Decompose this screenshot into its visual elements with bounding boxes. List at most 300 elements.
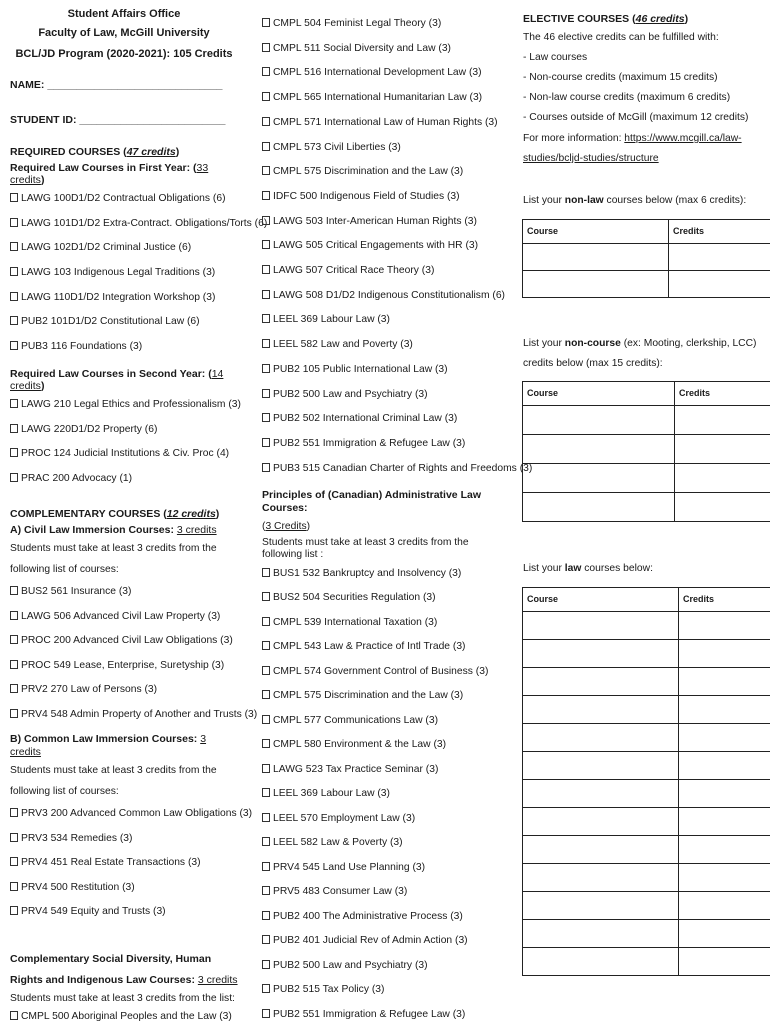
- nonlaw-instruction: [523, 195, 763, 207]
- course-checkbox[interactable]: [262, 568, 270, 577]
- course-item: [10, 654, 238, 679]
- course-cell[interactable]: [523, 667, 679, 695]
- course-item: [262, 432, 510, 457]
- course-cell[interactable]: [523, 493, 675, 522]
- course-checkbox[interactable]: [262, 886, 270, 895]
- course-checkbox[interactable]: [262, 142, 270, 151]
- course-item: [262, 210, 510, 235]
- second-year-course-list: [10, 393, 241, 491]
- course-item: [262, 954, 510, 979]
- course-item: [262, 758, 510, 783]
- course-label: PROC 200 Advanced Civil Law Obligations (3): [21, 635, 233, 647]
- credits-cell[interactable]: [679, 835, 770, 863]
- course-item: [262, 86, 510, 111]
- course-checkbox[interactable]: [10, 473, 18, 482]
- course-label: PRV3 534 Remedies (3): [21, 832, 133, 844]
- credits-cell[interactable]: [679, 751, 770, 779]
- nonlaw-table: [522, 219, 770, 298]
- table-row: [523, 835, 770, 863]
- common-law-course-list: [10, 802, 253, 925]
- course-label: PUB2 500 Law and Psychiatry (3): [273, 388, 428, 400]
- table-row: [523, 863, 770, 891]
- course-checkbox[interactable]: [262, 1009, 270, 1018]
- credits-cell[interactable]: [675, 464, 770, 493]
- course-item: [10, 605, 238, 630]
- table-row: [523, 723, 770, 751]
- course-checkbox[interactable]: [262, 265, 270, 274]
- course-label: PUB2 401 Judicial Rev of Admin Action (3): [273, 935, 468, 947]
- course-item: [10, 851, 238, 876]
- course-label: PUB2 500 Law and Psychiatry (3): [273, 959, 428, 971]
- course-label: PRV2 270 Law of Persons (3): [21, 684, 158, 696]
- elective-option: - Courses outside of McGill (maximum 12 credits): [523, 111, 749, 123]
- course-label: LAWG 100D1/D2 Contractual Obligations (6): [21, 192, 226, 204]
- law-pre: List your: [523, 563, 565, 575]
- required-courses-heading: REQUIRED COURSES (47 credits): [10, 146, 180, 159]
- noncourse-bold: non-course: [564, 338, 621, 350]
- course-label: CMPL 516 International Development Law (3): [273, 67, 482, 79]
- course-cell[interactable]: [523, 863, 679, 891]
- course-checkbox[interactable]: [262, 18, 270, 27]
- course-label: CMPL 511 Social Diversity and Law (3): [273, 42, 451, 54]
- course-item: [10, 335, 238, 360]
- course-cell[interactable]: [523, 406, 675, 435]
- course-cell[interactable]: [523, 919, 679, 947]
- course-label: CMPL 574 Government Control of Business (3): [273, 665, 489, 677]
- course-item: [10, 678, 238, 703]
- course-item: [262, 308, 510, 333]
- course-checkbox[interactable]: [262, 364, 270, 373]
- credits-cell[interactable]: [679, 919, 770, 947]
- course-item: [10, 580, 238, 605]
- course-item: [262, 635, 510, 660]
- law-instruction: [523, 563, 763, 575]
- course-item: [10, 310, 238, 335]
- course-label: PUB3 116 Foundations (3): [21, 341, 143, 353]
- elective-title: ELECTIVE COURSES: [523, 13, 630, 25]
- course-cell[interactable]: [523, 464, 675, 493]
- course-cell[interactable]: [523, 947, 679, 975]
- column-right: [523, 0, 763, 976]
- form-header: [10, 0, 238, 65]
- course-item: [262, 807, 510, 832]
- course-label: CMPL 500 Aboriginal Peoples and the Law (3): [21, 1011, 232, 1023]
- course-cell[interactable]: [523, 639, 679, 667]
- course-checkbox[interactable]: [262, 216, 270, 225]
- credits-cell[interactable]: [675, 435, 770, 464]
- course-checkbox[interactable]: [10, 660, 18, 669]
- course-checkbox[interactable]: [10, 611, 18, 620]
- course-label: IDFC 500 Indigenous Field of Studies (3): [273, 190, 460, 202]
- course-item: [262, 407, 510, 432]
- noncourse-pre: List your: [523, 338, 565, 350]
- table-row: [523, 751, 770, 779]
- course-checkbox[interactable]: [10, 586, 18, 595]
- course-label: PUB3 515 Canadian Charter of Rights and Freedoms (3): [273, 462, 533, 474]
- course-checkbox[interactable]: [262, 166, 270, 175]
- course-checkbox[interactable]: [262, 666, 270, 675]
- course-label: BUS2 561 Insurance (3): [21, 586, 132, 598]
- course-label: LAWG 110D1/D2 Integration Workshop (3): [21, 291, 216, 303]
- course-item: [262, 880, 510, 905]
- common-law-heading: B) Common Law Immersion Courses: 3 credits: [10, 733, 207, 758]
- course-item: [262, 457, 533, 482]
- course-label: PUB2 502 International Criminal Law (3): [273, 413, 458, 425]
- nonlaw-bold: non-law: [564, 194, 604, 206]
- course-checkbox[interactable]: [10, 808, 18, 817]
- course-cell[interactable]: [523, 271, 669, 298]
- credits-cell[interactable]: [679, 947, 770, 975]
- course-item: [10, 900, 238, 925]
- credits-cell[interactable]: [679, 723, 770, 751]
- course-cell[interactable]: [523, 751, 679, 779]
- course-item: [10, 876, 238, 901]
- social-diversity-title: Complementary Social Diversity, Human Rights and Indigenous Law Courses: [10, 952, 212, 986]
- course-item: [262, 111, 510, 136]
- table-row: [523, 639, 770, 667]
- course-item: [262, 709, 510, 734]
- course-checkbox[interactable]: [10, 316, 18, 325]
- course-item: [10, 467, 238, 492]
- course-item: [262, 831, 510, 856]
- course-item: [262, 905, 510, 930]
- course-label: LEEL 369 Labour Law (3): [273, 788, 390, 800]
- course-checkbox[interactable]: [10, 193, 18, 202]
- course-checkbox[interactable]: [262, 92, 270, 101]
- course-checkbox[interactable]: [10, 635, 18, 644]
- credits-cell[interactable]: [679, 639, 770, 667]
- second-year-heading: Required Law Courses in Second Year: (14 credits): [10, 367, 224, 393]
- second-year-title: Required Law Courses in Second Year:: [10, 367, 206, 380]
- course-item: [262, 234, 510, 259]
- course-label: CMPL 571 International Law of Human Rights (3): [273, 116, 498, 128]
- more-info-label: For more information:: [523, 132, 625, 144]
- course-checkbox[interactable]: [10, 833, 18, 842]
- course-item: [262, 562, 510, 587]
- law-bold: law: [564, 563, 582, 575]
- course-item: [10, 703, 258, 728]
- course-label: CMPL 504 Feminist Legal Theory (3): [273, 18, 442, 29]
- course-label: PRV3 200 Advanced Common Law Obligations (3): [21, 808, 253, 820]
- course-label: PROC 124 Judicial Institutions & Civ. Proc (4): [21, 448, 230, 460]
- course-item: [262, 684, 510, 709]
- credits-cell[interactable]: [679, 863, 770, 891]
- social-diversity-credits: 3 credits: [197, 973, 238, 986]
- common-law-note: Students must take at least 3 credits from the following list of courses:: [10, 765, 217, 798]
- elective-intro: The 46 elective credits can be fulfilled with:: [523, 31, 719, 43]
- course-label: LAWG 505 Critical Engagements with HR (3): [273, 240, 479, 252]
- course-label: PUB2 105 Public International Law (3): [273, 363, 448, 375]
- course-label: LEEL 582 Law and Poverty (3): [273, 339, 413, 351]
- col-credits-header: Credits: [675, 382, 770, 406]
- credits-cell[interactable]: [679, 667, 770, 695]
- course-label: LAWG 507 Critical Race Theory (3): [273, 265, 435, 277]
- course-cell[interactable]: [523, 835, 679, 863]
- course-label: PUB2 400 The Administrative Process (3): [273, 910, 463, 922]
- course-item: [262, 358, 510, 383]
- course-label: LAWG 101D1/D2 Extra-Contract. Obligations/Torts (6): [21, 217, 268, 229]
- course-label: CMPL 580 Environment & the Law (3): [273, 739, 447, 751]
- col-course-header: Course: [523, 382, 675, 406]
- table-row: [523, 891, 770, 919]
- course-checkbox[interactable]: [262, 813, 270, 822]
- course-item: [10, 1005, 238, 1024]
- course-checkbox[interactable]: [262, 290, 270, 299]
- table-row: [523, 406, 770, 435]
- course-checkbox[interactable]: [10, 906, 18, 915]
- course-cell[interactable]: [523, 244, 669, 271]
- credits-cell[interactable]: [679, 611, 770, 639]
- course-label: PUB2 101D1/D2 Constitutional Law (6): [21, 316, 200, 328]
- course-checkbox[interactable]: [262, 984, 270, 993]
- course-item: [10, 212, 268, 237]
- course-label: PRV4 549 Equity and Trusts (3): [21, 906, 166, 918]
- table-row: [523, 611, 770, 639]
- civil-law-note: Students must take at least 3 credits from the following list of courses:: [10, 543, 217, 576]
- course-item: [262, 383, 510, 408]
- course-item: [262, 929, 510, 954]
- course-checkbox[interactable]: [10, 218, 18, 227]
- course-checkbox[interactable]: [262, 117, 270, 126]
- elective-option: - Law courses: [523, 51, 588, 63]
- col-course-header: Course: [523, 220, 669, 244]
- header-program: BCL/JD Program (2020-2021): 105 Credits: [15, 48, 233, 60]
- admin-law-title: Principles of (Canadian) Administrative Law Courses:: [262, 489, 481, 514]
- course-cell[interactable]: [523, 695, 679, 723]
- course-label: CMPL 539 International Taxation (3): [273, 616, 438, 628]
- credits-cell[interactable]: [679, 891, 770, 919]
- social-diversity-course-list-left: [10, 1005, 238, 1024]
- course-label: PRV5 483 Consumer Law (3): [273, 886, 408, 898]
- course-checkbox[interactable]: [262, 690, 270, 699]
- col-credits-header: Credits: [679, 587, 770, 611]
- course-item: [10, 442, 238, 467]
- course-item: [262, 333, 510, 358]
- course-label: LAWG 503 Inter-American Human Rights (3): [273, 215, 477, 227]
- table-row: [523, 779, 770, 807]
- course-checkbox[interactable]: [262, 911, 270, 920]
- course-checkbox[interactable]: [10, 267, 18, 276]
- table-row: [523, 493, 770, 522]
- civil-law-title: A) Civil Law Immersion Courses: [10, 523, 171, 536]
- course-item: [10, 393, 241, 418]
- noncourse-post: (ex: Mooting, clerkship, LCC) credits below (max 15 credits):: [523, 338, 757, 370]
- course-cell[interactable]: [523, 723, 679, 751]
- law-post: courses below:: [581, 563, 653, 575]
- course-item: [10, 418, 238, 443]
- course-item: [262, 1003, 510, 1024]
- complementary-title: COMPLEMENTARY COURSES: [10, 508, 161, 521]
- course-checkbox[interactable]: [262, 240, 270, 249]
- required-courses-credits: 47 credits: [126, 146, 176, 159]
- course-label: PUB2 551 Immigration & Refugee Law (3): [273, 437, 466, 449]
- noncourse-table: [522, 381, 770, 522]
- course-checkbox[interactable]: [262, 314, 270, 323]
- course-item: [262, 136, 510, 161]
- first-year-title: Required Law Courses in First Year:: [10, 161, 191, 174]
- table-header-row: [523, 220, 770, 244]
- credits-cell[interactable]: [675, 406, 770, 435]
- course-label: CMPL 573 Civil Liberties (3): [273, 141, 401, 153]
- course-item: [262, 259, 510, 284]
- course-checkbox[interactable]: [10, 709, 18, 718]
- course-item: [262, 660, 510, 685]
- course-label: LAWG 506 Advanced Civil Law Property (3): [21, 610, 221, 622]
- course-label: BUS2 504 Securities Regulation (3): [273, 592, 436, 604]
- nonlaw-pre: List your: [523, 194, 565, 206]
- course-checkbox[interactable]: [262, 641, 270, 650]
- course-label: LEEL 369 Labour Law (3): [273, 314, 390, 326]
- course-checkbox[interactable]: [10, 882, 18, 891]
- course-checkbox[interactable]: [262, 788, 270, 797]
- elective-credits: 46 credits: [635, 13, 685, 25]
- course-item: [262, 856, 510, 881]
- course-checkbox[interactable]: [10, 292, 18, 301]
- course-item: [10, 187, 238, 212]
- course-item: [262, 733, 510, 758]
- table-row: [523, 695, 770, 723]
- course-label: PUB2 551 Immigration & Refugee Law (3): [273, 1008, 466, 1020]
- course-label: LEEL 582 Law & Poverty (3): [273, 837, 403, 849]
- course-checkbox[interactable]: [262, 739, 270, 748]
- course-checkbox[interactable]: [10, 684, 18, 693]
- course-checkbox[interactable]: [262, 935, 270, 944]
- course-label: CMPL 575 Discrimination and the Law (3): [273, 166, 464, 178]
- credits-cell[interactable]: [669, 244, 770, 271]
- course-checkbox[interactable]: [262, 413, 270, 422]
- complementary-credits: 12 credits: [166, 508, 216, 521]
- civil-law-course-list: [10, 580, 258, 727]
- law-table: [522, 587, 770, 976]
- structure-link[interactable]: https://www.mcgill.ca/law-studies/bcljd-studies/structure: [523, 132, 742, 164]
- course-label: LAWG 210 Legal Ethics and Professionalism (3): [21, 399, 241, 411]
- course-checkbox[interactable]: [10, 857, 18, 866]
- course-checkbox[interactable]: [262, 715, 270, 724]
- course-cell[interactable]: [523, 779, 679, 807]
- course-item: [262, 61, 510, 86]
- first-year-course-list: [10, 187, 268, 360]
- student-id-field[interactable]: STUDENT ID: _________________________: [10, 113, 226, 126]
- course-checkbox[interactable]: [10, 341, 18, 350]
- course-checkbox[interactable]: [10, 424, 18, 433]
- course-label: PROC 549 Lease, Enterprise, Suretyship (3): [21, 659, 225, 671]
- civil-law-credits: 3 credits: [176, 523, 217, 536]
- header-faculty: Faculty of Law, McGill University: [38, 27, 210, 39]
- credits-cell[interactable]: [669, 271, 770, 298]
- course-checkbox[interactable]: [262, 862, 270, 871]
- column-left: [10, 0, 268, 1024]
- table-header-row: [523, 587, 770, 611]
- more-info: [523, 129, 763, 169]
- social-diversity-course-list-middle: [262, 0, 533, 481]
- admin-law-note: Students must take at least 3 credits from the following list :: [262, 536, 469, 561]
- elective-option: - Non-course credits (maximum 15 credits): [523, 71, 718, 83]
- nonlaw-post: courses below (max 6 credits):: [603, 194, 747, 206]
- course-label: BUS1 532 Bankruptcy and Insolvency (3): [273, 567, 462, 579]
- course-label: PRV4 451 Real Estate Transactions (3): [21, 857, 201, 869]
- course-item: [262, 586, 510, 611]
- course-label: PRAC 200 Advocacy (1): [21, 472, 133, 484]
- admin-law-heading: [262, 489, 510, 514]
- column-middle: [262, 0, 533, 1024]
- admin-law-course-list: [262, 562, 510, 1024]
- course-checkbox[interactable]: [262, 960, 270, 969]
- course-cell[interactable]: [523, 435, 675, 464]
- table-row: [523, 435, 770, 464]
- first-year-credits: 33 credits: [10, 161, 209, 187]
- required-courses-title: REQUIRED COURSES: [10, 146, 121, 159]
- name-field[interactable]: NAME: ______________________________: [10, 79, 223, 91]
- civil-law-heading: A) Civil Law Immersion Courses: 3 credits: [10, 523, 217, 536]
- credits-cell[interactable]: [679, 779, 770, 807]
- table-row: [523, 667, 770, 695]
- course-checkbox[interactable]: [10, 448, 18, 457]
- second-year-credits: 14 credits: [10, 367, 224, 393]
- table-row: [523, 919, 770, 947]
- credits-cell[interactable]: [675, 493, 770, 522]
- course-label: LAWG 523 Tax Practice Seminar (3): [273, 763, 439, 775]
- course-cell[interactable]: [523, 611, 679, 639]
- noncourse-instruction: [523, 334, 763, 374]
- course-checkbox[interactable]: [262, 837, 270, 846]
- course-checkbox[interactable]: [262, 339, 270, 348]
- course-checkbox[interactable]: [262, 764, 270, 773]
- elective-heading: ELECTIVE COURSES (46 credits): [523, 13, 689, 25]
- table-header-row: [523, 382, 770, 406]
- course-checkbox[interactable]: [262, 191, 270, 200]
- table-row: [523, 947, 770, 975]
- course-checkbox[interactable]: [10, 1011, 18, 1020]
- header-office: Student Affairs Office: [67, 8, 181, 20]
- course-item: [10, 827, 238, 852]
- course-label: PRV4 548 Admin Property of Another and Trusts (3): [21, 708, 258, 720]
- course-checkbox[interactable]: [262, 438, 270, 447]
- course-label: LAWG 508 D1/D2 Indigenous Constitutionalism (6): [273, 289, 505, 301]
- course-checkbox[interactable]: [262, 389, 270, 398]
- course-label: PRV4 545 Land Use Planning (3): [273, 861, 426, 873]
- credits-cell[interactable]: [679, 695, 770, 723]
- course-cell[interactable]: [523, 807, 679, 835]
- course-item: [262, 160, 510, 185]
- table-row: [523, 464, 770, 493]
- course-checkbox[interactable]: [262, 592, 270, 601]
- course-checkbox[interactable]: [262, 67, 270, 76]
- course-label: LEEL 570 Employment Law (3): [273, 812, 416, 824]
- course-checkbox[interactable]: [262, 43, 270, 52]
- social-diversity-heading: Complementary Social Diversity, Human Rights and Indigenous Law Courses: 3 credits: [10, 952, 238, 986]
- common-law-title: B) Common Law Immersion Courses: [10, 733, 194, 746]
- course-item: [262, 782, 510, 807]
- course-label: CMPL 565 International Humanitarian Law (3): [273, 92, 483, 104]
- course-item: [262, 12, 510, 37]
- complementary-heading: COMPLEMENTARY COURSES (12 credits): [10, 508, 220, 521]
- elective-option: - Non-law course credits (maximum 6 credits): [523, 91, 731, 103]
- credits-cell[interactable]: [679, 807, 770, 835]
- course-checkbox[interactable]: [262, 617, 270, 626]
- table-row: [523, 271, 770, 298]
- admin-law-credits: 3 Credits: [265, 520, 307, 532]
- course-item: [262, 611, 510, 636]
- elective-options-list: [523, 48, 763, 128]
- course-label: CMPL 577 Communications Law (3): [273, 714, 439, 726]
- course-cell[interactable]: [523, 891, 679, 919]
- col-credits-header: Credits: [669, 220, 770, 244]
- course-item: [262, 284, 510, 309]
- course-item: [10, 286, 238, 311]
- course-checkbox[interactable]: [10, 242, 18, 251]
- course-checkbox[interactable]: [10, 399, 18, 408]
- course-checkbox[interactable]: [262, 463, 270, 472]
